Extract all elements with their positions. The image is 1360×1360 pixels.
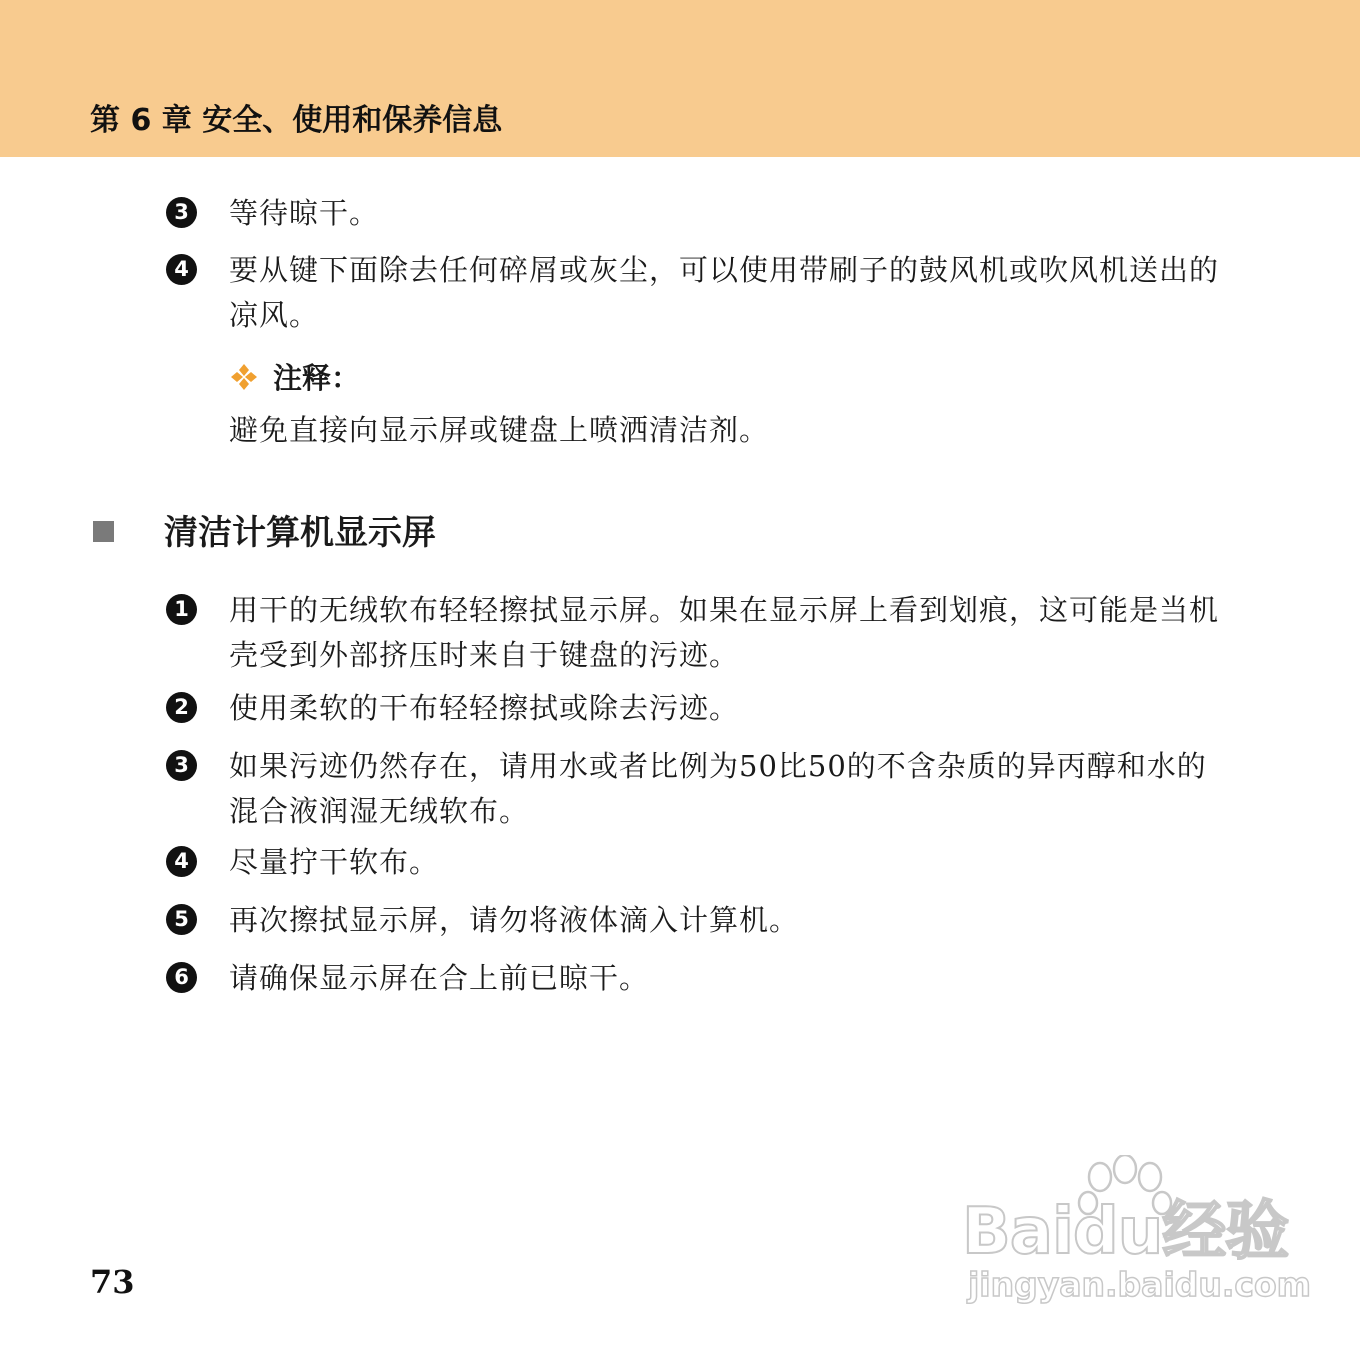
step-text: 使用柔软的干布轻轻擦拭或除去污迹。 [229,691,740,725]
step-number-badge: 1 [166,594,197,625]
note-label: 注释： [273,361,361,395]
chapter-header [0,0,1360,157]
step-text: 尽量拧干软布。 [229,845,440,879]
step-number-badge: 2 [166,692,197,723]
square-bullet-icon [93,521,114,542]
step-text: 请确保显示屏在合上前已晾干。 [229,961,650,995]
baidu-watermark [962,1155,1312,1315]
step-number-badge: 3 [166,197,197,228]
step-number-badge: 3 [166,750,197,781]
step-text: 要从键下面除去任何碎屑或灰尘，可以使用带刷子的鼓风机或吹风机送出的凉风。 [229,253,1220,332]
step-text: 用干的无绒软布轻轻擦拭显示屏。如果在显示屏上看到划痕，这可能是当机壳受到外部挤压时来自于键盘的污迹。 [229,593,1220,672]
watermark-brand: Baidu经验 [962,1195,1289,1269]
chapter-title: 第 6 章 安全、使用和保养信息 [90,103,503,138]
note-text: 避免直接向显示屏或键盘上喷洒清洁剂。 [229,413,770,447]
diamond-bullet-icon [229,362,259,392]
page-number: 73 [90,1263,135,1301]
step-number-badge: 6 [166,962,197,993]
step-text: 如果污迹仍然存在，请用水或者比例为50比50的不含杂质的异丙醇和水的混合液润湿无绒软布。 [229,749,1207,828]
step-number-badge: 4 [166,254,197,285]
watermark-url: jingyan.baidu.com [968,1265,1312,1304]
step-number-badge: 5 [166,904,197,935]
step-text: 再次擦拭显示屏，请勿将液体滴入计算机。 [229,903,800,937]
section-title: 清洁计算机显示屏 [164,513,436,553]
step-number-badge: 4 [166,846,197,877]
step-text: 等待晾干。 [229,196,380,230]
